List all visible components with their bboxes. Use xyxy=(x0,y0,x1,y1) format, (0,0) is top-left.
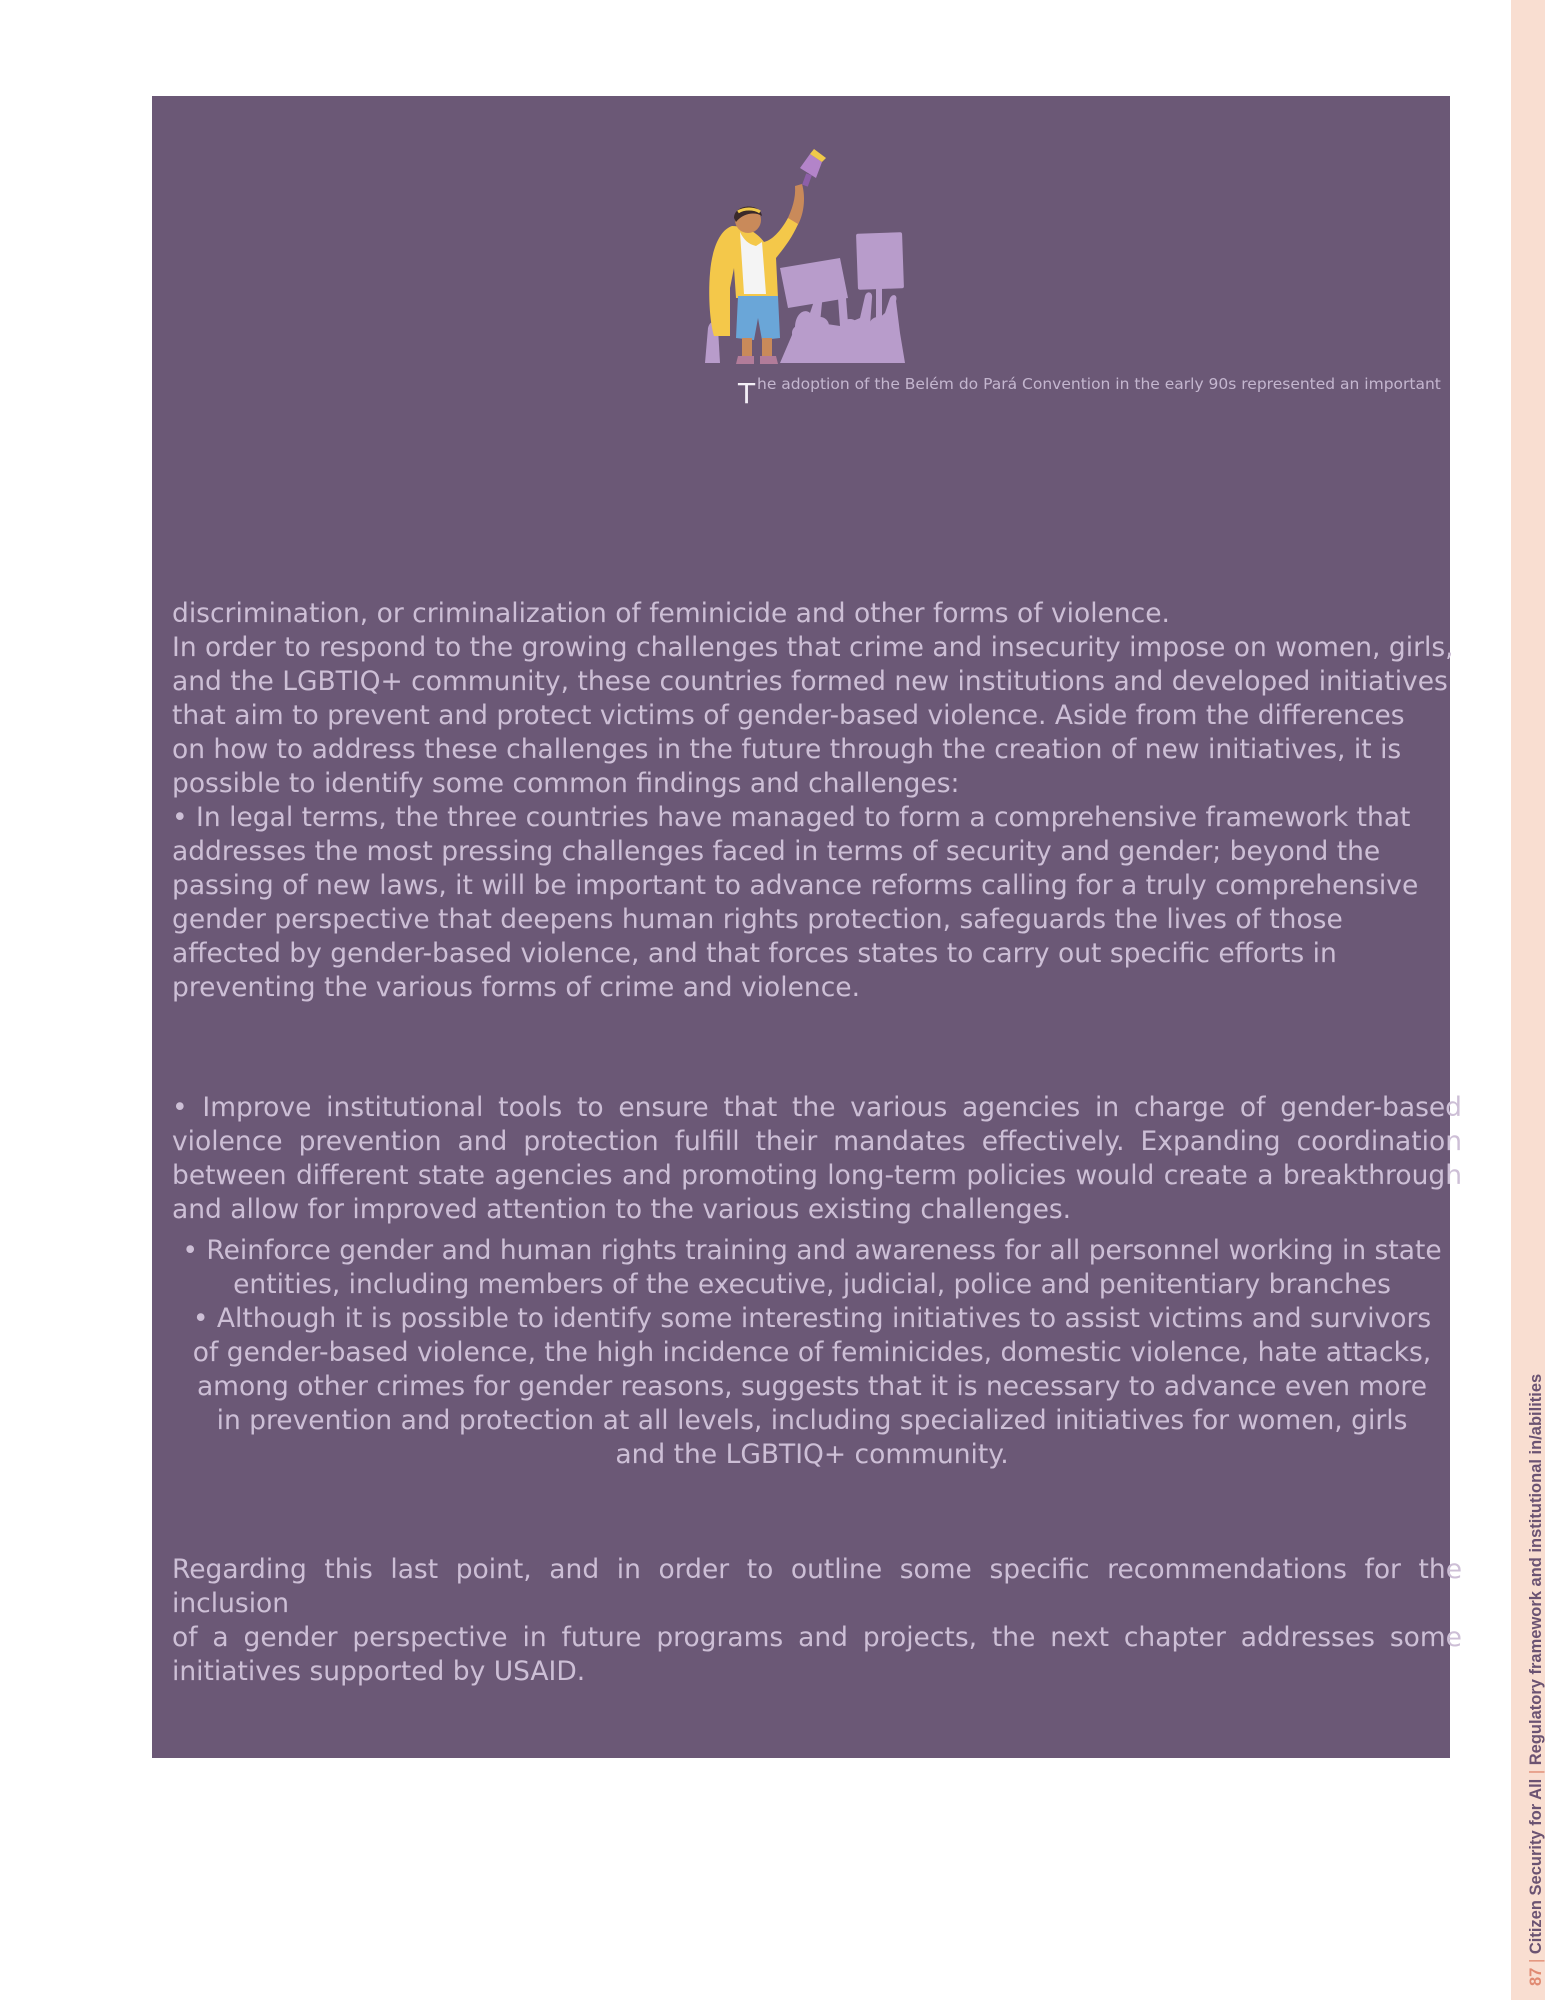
paragraph-findings xyxy=(172,597,1462,1005)
bullet-line: • Reinforce gender and human rights training and awareness for all personnel working in state xyxy=(182,1235,1442,1266)
paragraph-institutional-tools xyxy=(172,1091,1462,1227)
text-line: passing of new laws, it will be important to advance reforms calling for a truly comprehensive xyxy=(172,870,1419,901)
text-line: that aim to prevent and protect victims of gender-based violence. Aside from the differences xyxy=(172,700,1405,731)
text-line: affected by gender-based violence, and that forces states to carry out specific efforts in xyxy=(172,938,1337,969)
text-line: discrimination, or criminalization of feminicide and other forms of violence. xyxy=(172,598,1170,629)
text-line: possible to identify some common findings and challenges: xyxy=(172,768,960,799)
text-line: and allow for improved attention to the various existing challenges. xyxy=(172,1194,1072,1225)
text-line: entities, including members of the executive, judicial, police and penitentiary branches xyxy=(233,1269,1391,1300)
intro-sentence xyxy=(738,377,1441,393)
text-line: Regarding this last point, and in order to outline some specific recommendations for the inclusion xyxy=(172,1554,1462,1619)
text-line: and the LGBTIQ+ community, these countries formed new institutions and developed initiatives xyxy=(172,666,1448,697)
text-line: addresses the most pressing challenges faced in terms of security and gender; beyond the xyxy=(172,836,1381,867)
text-line: on how to address these challenges in the future through the creation of new initiatives, it is xyxy=(172,734,1402,765)
text-line: gender perspective that deepens human rights protection, safeguards the lives of those xyxy=(172,904,1343,935)
bullet-line: • In legal terms, the three countries have managed to form a comprehensive framework that xyxy=(172,802,1411,833)
text-line: between different state agencies and promoting long-term policies would create a breakthrough xyxy=(172,1160,1462,1191)
text-line: of a gender perspective in future programs and projects, the next chapter addresses some xyxy=(172,1622,1462,1653)
footer-separator: | xyxy=(1527,1769,1545,1775)
protester-with-megaphone-illustration xyxy=(700,148,910,368)
text-line: initiatives supported by USAID. xyxy=(172,1656,586,1687)
drop-cap: T xyxy=(738,377,756,410)
text-line: In order to respond to the growing challenges that crime and insecurity impose on women, girls, xyxy=(172,632,1454,663)
text-line: of gender-based violence, the high incidence of feminicides, domestic violence, hate attacks, xyxy=(192,1337,1432,1368)
text-line: preventing the various forms of crime and violence. xyxy=(172,972,860,1003)
text-line: in prevention and protection at all levels, including specialized initiatives for women, girls xyxy=(216,1405,1408,1436)
paragraph-training-and-prevention xyxy=(172,1234,1452,1472)
report-title: Citizen Security for All xyxy=(1527,1778,1545,1955)
text-line: violence prevention and protection fulfill their mandates effectively. Expanding coordination xyxy=(172,1126,1462,1157)
text-line: and the LGBTIQ+ community. xyxy=(615,1439,1009,1470)
paragraph-next-chapter xyxy=(172,1553,1462,1689)
footer-separator: | xyxy=(1527,1958,1545,1964)
section-title: Regulatory framework and institutional in/abilities xyxy=(1527,1373,1545,1766)
intro-text: he adoption of the Belém do Pará Convention in the early 90s represented an important xyxy=(757,375,1441,393)
bullet-line: • Improve institutional tools to ensure that the various agencies in charge of gender-based xyxy=(172,1092,1462,1123)
page-number: 87 xyxy=(1527,1967,1545,1986)
running-footer xyxy=(1528,1374,1545,1986)
bullet-line: • Although it is possible to identify some interesting initiatives to assist victims and survivors xyxy=(192,1303,1432,1334)
text-line: among other crimes for gender reasons, suggests that it is necessary to advance even more xyxy=(196,1371,1428,1402)
